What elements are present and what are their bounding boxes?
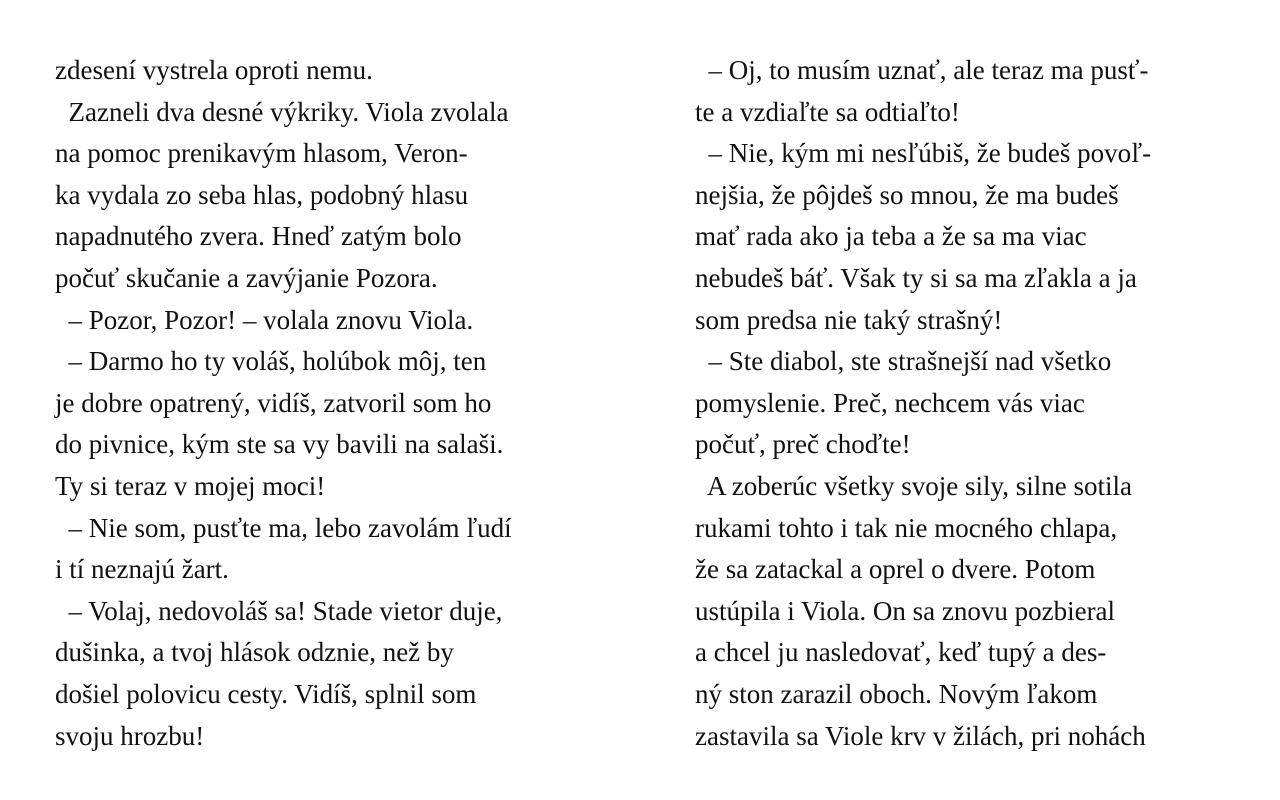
text-line: svoju hrozbu! bbox=[55, 720, 205, 751]
text-line: je dobre opatrený, vidíš, zatvoril som ho bbox=[55, 387, 492, 418]
text-line: – Volaj, nedovoláš sa! Stade vietor duje, bbox=[55, 595, 503, 626]
text-line: počuť, preč choďte! bbox=[695, 429, 911, 460]
text-line: nejšia, že pôjdeš so mnou, že ma budeš bbox=[695, 179, 1119, 210]
text-line: zastavila sa Viole krv v žilách, pri nohách bbox=[695, 720, 1146, 751]
text-line: pomyslenie. Preč, nechcem vás viac bbox=[695, 387, 1085, 418]
text-line: – Ste diabol, ste strašnejší nad všetko bbox=[695, 346, 1112, 377]
text-line: som predsa nie taký strašný! bbox=[695, 304, 1003, 335]
text-line: dušinka, a tvoj hlások odznie, než by bbox=[55, 637, 454, 668]
text-line: že sa zatackal a oprel o dvere. Potom bbox=[695, 554, 1096, 585]
text-line: na pomoc prenikavým hlasom, Veron- bbox=[55, 138, 468, 169]
text-line: – Nie som, pusťte ma, lebo zavolám ľudí bbox=[55, 512, 512, 543]
text-line: – Darmo ho ty voláš, holúbok môj, ten bbox=[55, 346, 487, 377]
text-line: rukami tohto i tak nie mocného chlapa, bbox=[695, 512, 1118, 543]
text-line: do pivnice, kým ste sa vy bavili na salaši. bbox=[55, 429, 504, 460]
text-line: A zoberúc všetky svoje sily, silne sotila bbox=[695, 470, 1132, 501]
text-line: nebudeš báť. Však ty si sa ma zľakla a ja bbox=[695, 262, 1137, 293]
text-line: – Pozor, Pozor! – volala znovu Viola. bbox=[55, 304, 474, 335]
text-line: ka vydala zo seba hlas, podobný hlasu bbox=[55, 179, 469, 210]
text-line: a chcel ju nasledovať, keď tupý a des- bbox=[695, 637, 1107, 668]
left-page-text bbox=[55, 50, 625, 757]
text-line: zdesení vystrela oproti nemu. bbox=[55, 55, 373, 85]
text-line: – Nie, kým mi nesľúbiš, že budeš povoľ- bbox=[695, 138, 1152, 169]
text-line: napadnutého zvera. Hneď zatým bolo bbox=[55, 221, 462, 252]
text-line: – Oj, to musím uznať, ale teraz ma pusť- bbox=[695, 55, 1149, 85]
text-line: mať rada ako ja teba a že sa ma viac bbox=[695, 221, 1087, 252]
text-line: i tí neznajú žart. bbox=[55, 554, 229, 585]
text-line: te a vzdiaľte sa odtiaľto! bbox=[695, 96, 960, 127]
text-line: ný ston zarazil oboch. Novým ľakom bbox=[695, 678, 1098, 709]
text-line: došiel polovicu cesty. Vidíš, splnil som bbox=[55, 678, 477, 709]
text-line: Zazneli dva desné výkriky. Viola zvolala bbox=[55, 96, 509, 127]
text-line: ustúpila i Viola. On sa znovu pozbieral bbox=[695, 595, 1116, 626]
text-line: Ty si teraz v mojej moci! bbox=[55, 470, 326, 501]
text-line: počuť skučanie a zavýjanie Pozora. bbox=[55, 262, 438, 293]
right-page-text bbox=[695, 50, 1265, 757]
